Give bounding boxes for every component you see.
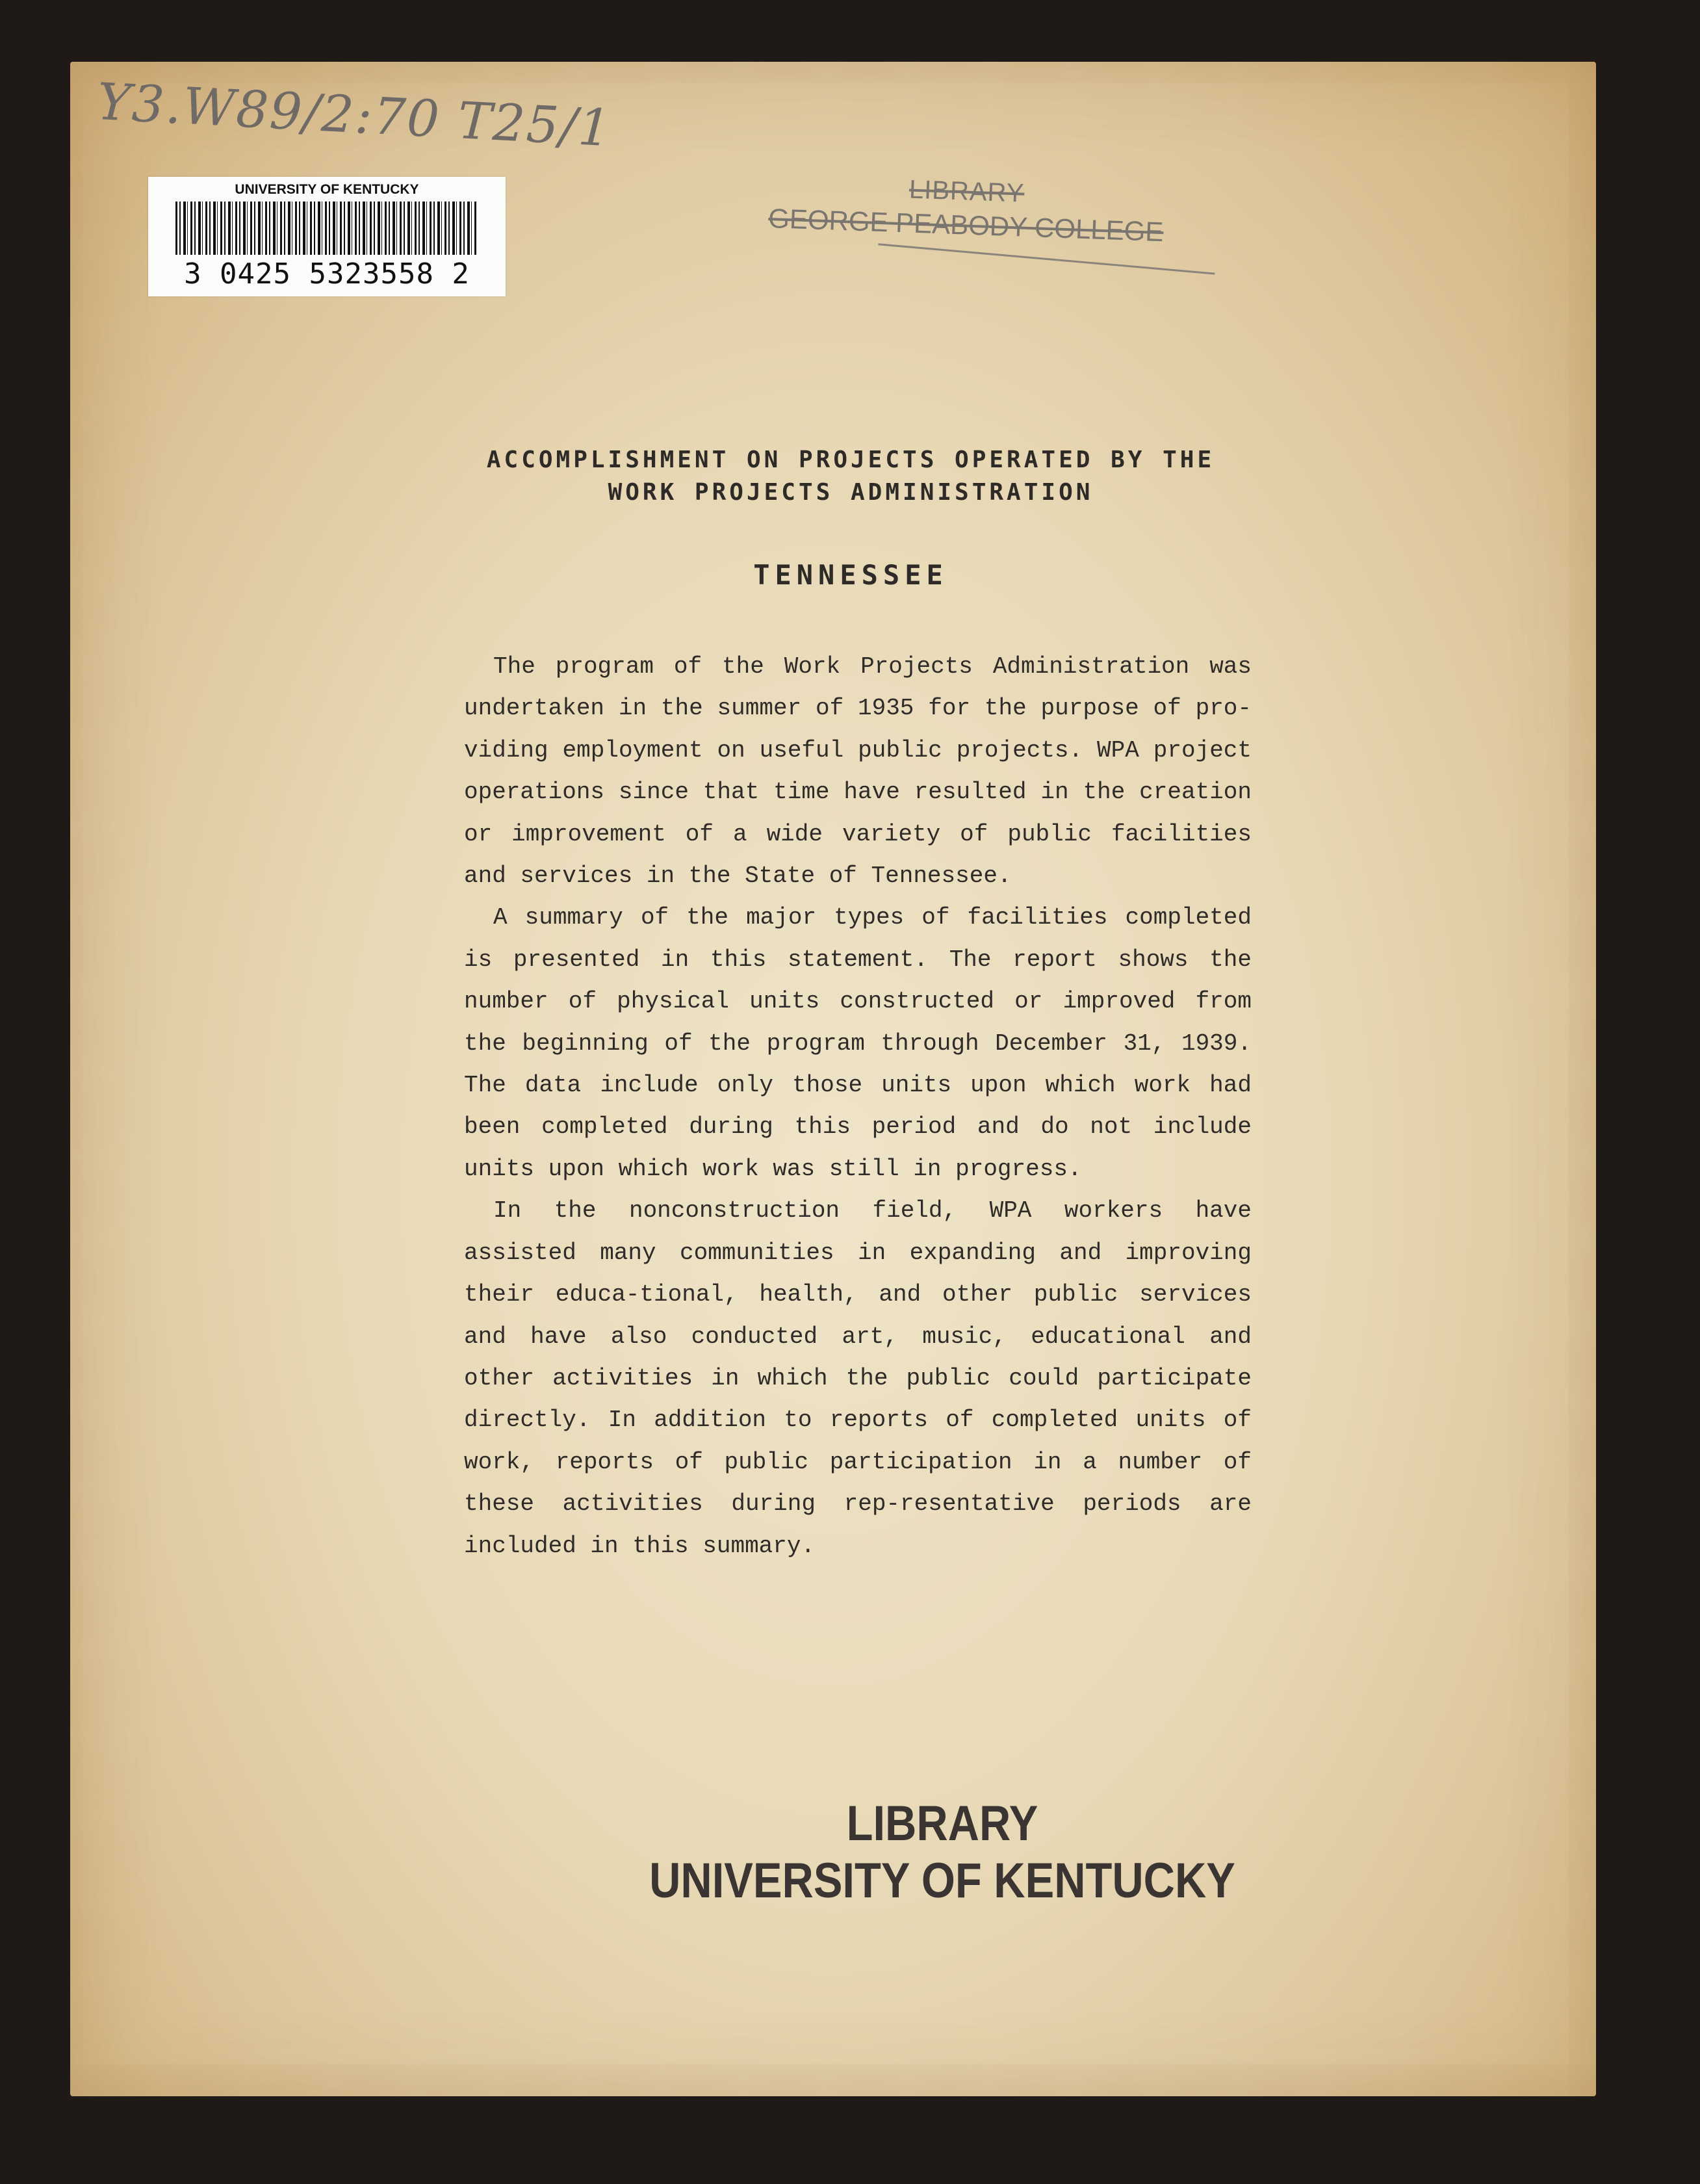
title-line-2: WORK PROJECTS ADMINISTRATION [608,479,1094,506]
title-line-1: ACCOMPLISHMENT ON PROJECTS OPERATED BY THE [486,447,1215,473]
paragraph: The program of the Work Projects Administration was undertaken in the summer of 1935 for the purpose of pro-viding employment on useful public projects. WPA project operations since that time have resulted in the creation or improvement of a wide variety of public facilities and services in the State of Tennessee. [464,653,1252,890]
library-stamp-line-1: LIBRARY [846,1796,1038,1851]
stamp-line-2: GEORGE PEABODY COLLEGE [767,202,1165,248]
barcode-number: 3 0425 5323558 2 [184,257,470,291]
peabody-stamp [766,169,1237,289]
state-heading: TENNESSEE [753,559,948,591]
paragraph: A summary of the major types of facilities completed is presented in this statement. The report shows the number of physical units constructed or improved from the beginning of the program through December 31, 1939. The data include only those units upon which work had been completed during this period and do not include units upon which work was still in progress. [464,904,1252,1182]
barcode-label [148,177,506,296]
handwritten-call-number: Y3.W89/2:70 T25/1 [96,73,613,159]
library-stamp-line-2: UNIVERSITY OF KENTUCKY [649,1853,1235,1908]
stamp-line-1: LIBRARY [908,175,1025,208]
barcode-institution: UNIVERSITY OF KENTUCKY [235,182,419,197]
document-body [464,646,1252,1567]
library-stamp [628,1795,1257,1910]
document-title [455,444,1246,509]
barcode-icon [175,202,478,255]
stamp-strike-line [878,243,1215,274]
paragraph: In the nonconstruction field, WPA workers have assisted many communities in expanding and improving their educa-tional, health, and other public services and have also conducted art, music, educational and other activities in which the public could participate directly. In addition to reports of completed units of work, reports of public participation in a number of these activities during rep-resentative periods are included in this summary. [464,1197,1252,1559]
